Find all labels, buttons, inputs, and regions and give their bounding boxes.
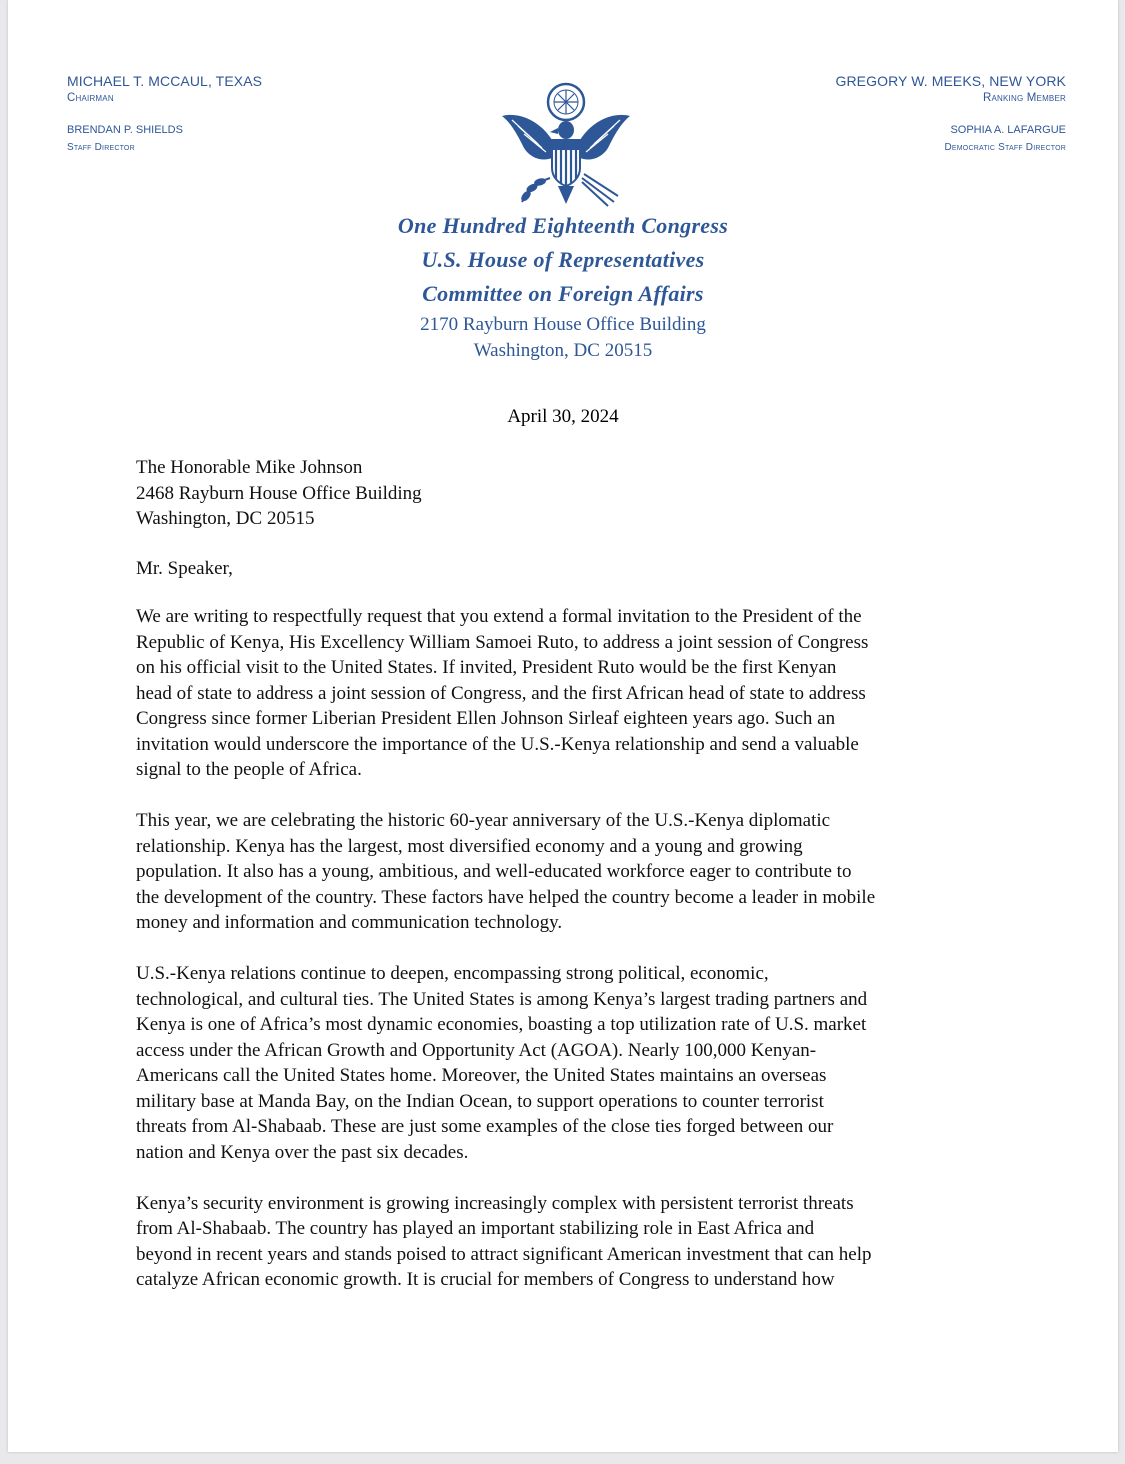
ranking-member-role: Ranking Member (982, 92, 1066, 104)
line: This year, we are celebrating the historic 60-year anniversary of the U.S.-Kenya diplomatic (136, 810, 831, 831)
staff-director-name: BRENDAN P. SHIELDS (67, 124, 183, 136)
line: nation and Kenya over the past six decades. (136, 1141, 469, 1163)
line: catalyze African economic growth. It is crucial for members of Congress to understand how (136, 1269, 835, 1290)
line: beyond in recent years and stands poised to attract significant American investment that can help (136, 1243, 872, 1265)
committee-address-line2: Washington, DC 20515 (473, 340, 653, 361)
chair-role: Chairman (67, 92, 114, 104)
line: head of state to address a joint session of Congress, and the first African head of state to address (136, 682, 866, 704)
letter-date: April 30, 2024 (507, 406, 619, 427)
paragraph-1 (136, 604, 1016, 783)
committee-title: Committee on Foreign Affairs (422, 281, 704, 306)
line: the development of the country. These factors have helped the country become a leader in mobile (136, 886, 876, 908)
line: Kenya is one of Africa’s most dynamic economies, boasting a top utilization rate of U.S. market (136, 1014, 867, 1035)
democratic-staff-director-name: SOPHIA A. LAFARGUE (950, 124, 1066, 136)
committee-address-line1: 2170 Rayburn House Office Building (420, 314, 706, 335)
great-seal-icon (498, 78, 634, 208)
line: access under the African Growth and Opportunity Act (AGOA). Nearly 100,000 Kenyan- (136, 1039, 817, 1061)
header-left (67, 73, 262, 156)
line: technological, and cultural ties. The United States is among Kenya’s largest trading partners and (136, 988, 868, 1010)
paragraph-4 (136, 1191, 1016, 1293)
recipient-address-line2: Washington, DC 20515 (136, 508, 315, 529)
recipient-block (136, 455, 1016, 532)
line: from Al-Shabaab. The country has played an important stabilizing role in East Africa and (136, 1218, 815, 1239)
letter-body (136, 604, 1016, 1318)
staff-director-role: Staff Director (67, 142, 135, 153)
recipient-name: The Honorable Mike Johnson (136, 457, 363, 478)
line: Americans call the United States home. Moreover, the United States maintains an overseas (136, 1065, 827, 1086)
paragraph-2 (136, 808, 1016, 936)
line: invitation would underscore the importance of the U.S.-Kenya relationship and send a valuable (136, 733, 859, 755)
line: money and information and communication technology. (136, 912, 563, 933)
ranking-member-name: GREGORY W. MEEKS, NEW YORK (835, 73, 1066, 89)
democratic-staff-director-role: Democratic Staff Director (944, 142, 1066, 153)
salutation: Mr. Speaker, (136, 558, 233, 579)
header-right (835, 73, 1066, 156)
line: population. It also has a young, ambitious, and well-educated workforce eager to contribute to (136, 861, 852, 882)
line: signal to the people of Africa. (136, 759, 362, 780)
line: We are writing to respectfully request that you extend a formal invitation to the President of the (136, 606, 862, 627)
recipient-address-line1: 2468 Rayburn House Office Building (136, 482, 422, 504)
chair-name: MICHAEL T. MCCAUL, TEXAS (67, 73, 263, 89)
line: Congress since former Liberian President Ellen Johnson Sirleaf eighteen years ago. Such an (136, 708, 836, 729)
house-title: U.S. House of Representatives (421, 247, 705, 272)
congress-title: One Hundred Eighteenth Congress (397, 213, 729, 238)
line: military base at Manda Bay, on the Indian Ocean, to support operations to counter terrorist (136, 1090, 824, 1112)
line: on his official visit to the United States. If invited, President Ruto would be the first Kenyan (136, 657, 837, 678)
line: relationship. Kenya has the largest, most diversified economy and a young and growing (136, 835, 803, 857)
paragraph-3 (136, 961, 1016, 1165)
letter-page (8, 0, 1118, 1452)
line: Republic of Kenya, His Excellency William Samoei Ruto, to address a joint session of Congress (136, 631, 869, 653)
line: Kenya’s security environment is growing increasingly complex with persistent terrorist threats (136, 1192, 854, 1214)
line: U.S.-Kenya relations continue to deepen, encompassing strong political, economic, (136, 963, 769, 984)
line: threats from Al-Shabaab. These are just some examples of the close ties forged between our (136, 1116, 834, 1137)
